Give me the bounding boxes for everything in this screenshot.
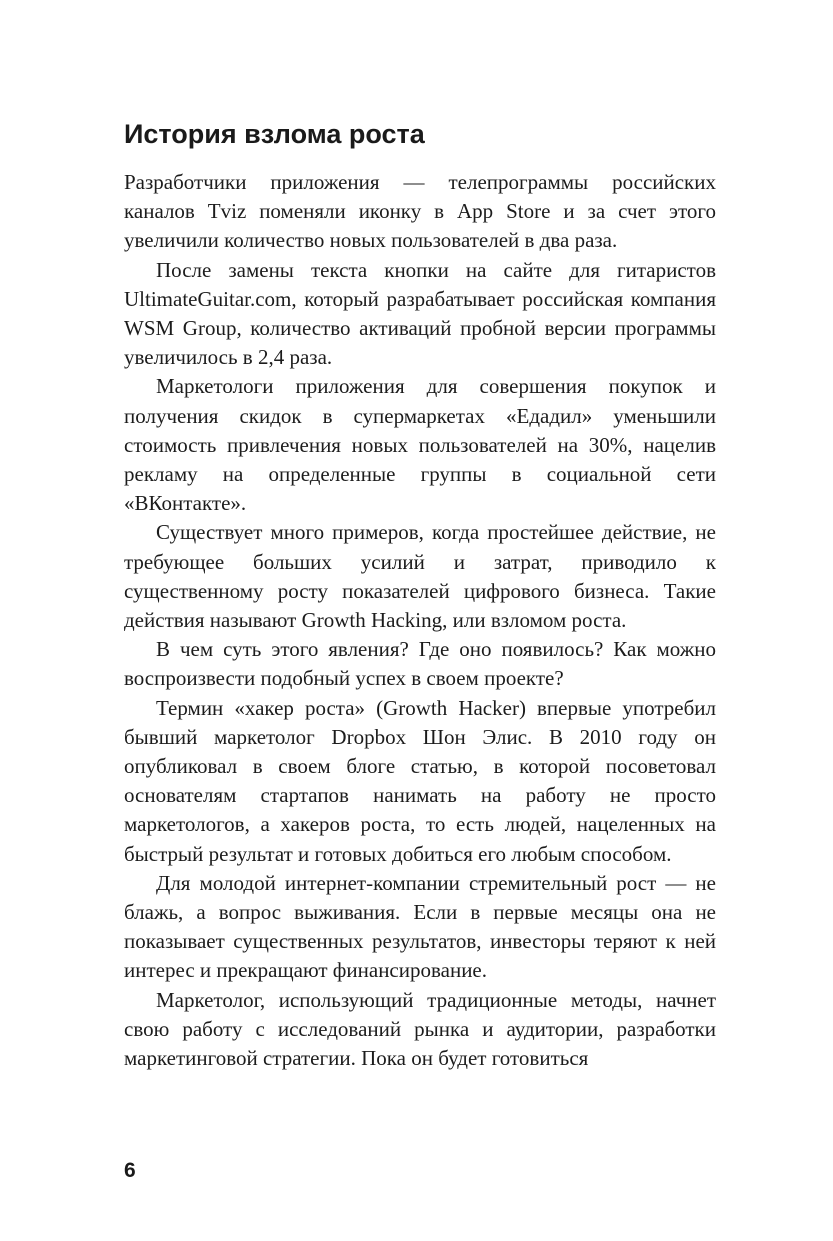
page-number: 6 [124, 1159, 136, 1182]
paragraph: Маркетологи приложения для совершения покупок и получения скидок в супермаркетах «Едадил» уменьшили стоимость привлечения новых пользователей на 30%, нацелив рекламу на определенные группы в социальной сети «ВКонтакте». [124, 374, 716, 516]
section-heading: История взлома роста [124, 119, 425, 149]
paragraph: Маркетолог, использующий традиционные методы, начнет свою работу с исследований рынка и аудитории, разработки маркетинговой стратегии. Пока он будет готовиться [124, 987, 716, 1071]
paragraph: В чем суть этого явления? Где оно появилось? Как можно воспроизвести подобный успех в своем проекте? [124, 637, 716, 691]
paragraph: После замены текста кнопки на сайте для гитаристов UltimateGuitar.com, который разрабатывает российская компания WSM Group, количество активаций пробной версии программы увеличилось в 2,4 раза. [124, 257, 716, 370]
paragraph: Для молодой интернет-компании стремительный рост — не блажь, а вопрос выживания. Если в первые месяцы она не показывает существенных результатов, инвесторы теряют к ней интерес и прекращают финансирование. [124, 870, 716, 983]
paragraph: Термин «хакер роста» (Growth Hacker) впервые употребил бывший маркетолог Dropbox Шон Элис. В 2010 году он опубликовал в своем блоге статью, в которой посоветовал основателям стартапов нанимать на работу не просто маркетологов, а хакеров роста, то есть людей, нацеленных на быстрый результат и готовых добиться его любым способом. [124, 695, 716, 866]
body-text [124, 168, 716, 1073]
paragraph: Существует много примеров, когда простейшее действие, не требующее больших усилий и затрат, приводило к существенному росту показателей цифрового бизнеса. Такие действия называют Growth Hacking, или взломом роста. [124, 520, 716, 633]
paragraph: Разработчики приложения — телепрограммы российских каналов Tviz поменяли иконку в App Store и за счет этого увеличили количество новых пользователей в два раза. [124, 170, 716, 253]
